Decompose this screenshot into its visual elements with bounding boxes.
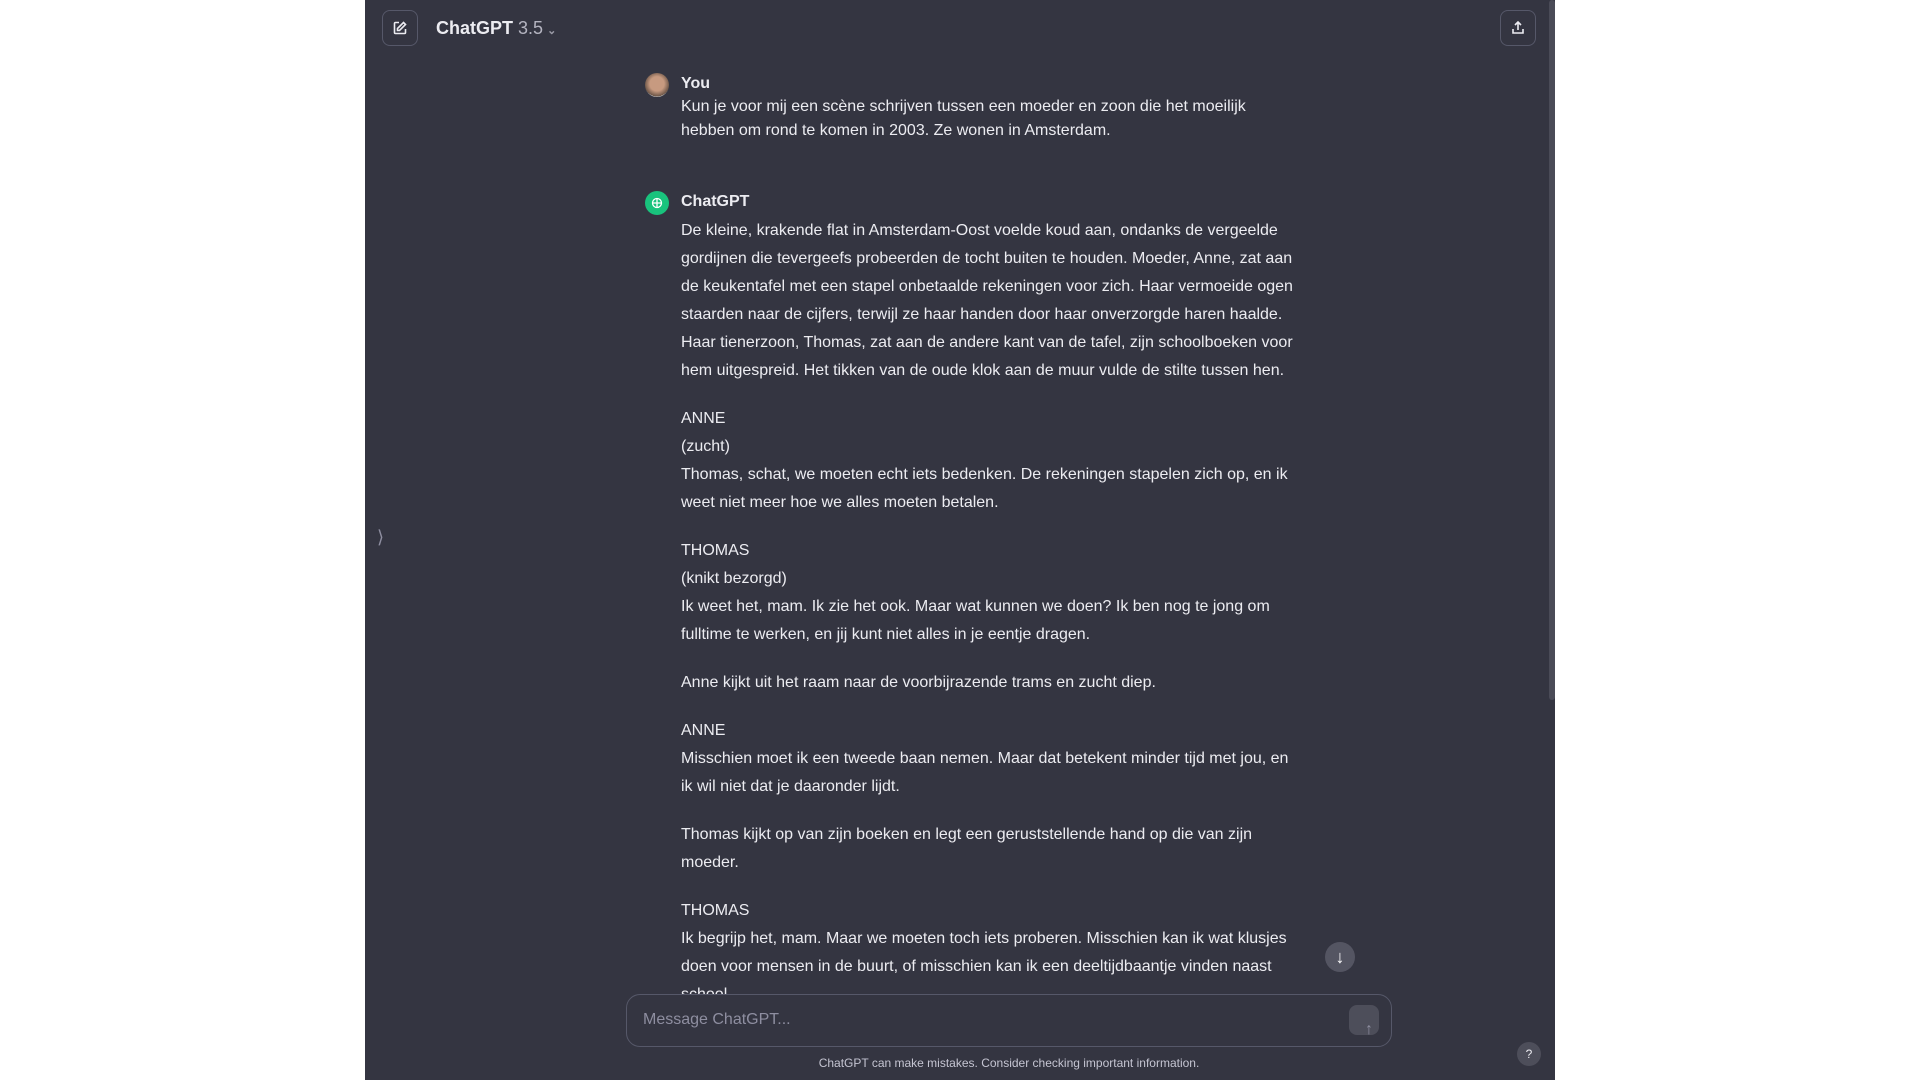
message-paragraph: ANNE (zucht) Thomas, schat, we moeten echt iets bedenken. De rekeningen stapelen zich op, en ik weet niet meer hoe we alles moeten betalen. [681,410,1288,511]
new-chat-button[interactable] [382,10,418,46]
conversation [645,72,1295,990]
message-paragraph: Thomas kijkt op van zijn boeken en legt een geruststellende hand op die van zijn moeder. [681,826,1253,871]
arrow-up-icon: ↑ [1365,1021,1373,1038]
scrollbar[interactable] [1549,0,1555,700]
message-paragraph: THOMAS (knikt bezorgd) Ik weet het, mam. Ik zie het ook. Maar wat kunnen we doen? Ik ben nog te jong om fulltime te werken, en jij kunt niet alles in je eentje dragen. [681,542,1270,643]
arrow-down-icon: ↓ [1335,946,1345,967]
avatar [645,73,669,97]
model-selector[interactable] [436,18,556,39]
assistant-message [645,191,1295,1009]
message-text: Kun je voor mij een scène schrijven tussen een moeder en zoon die het moeilijk hebben om rond te komen in 2003. Ze wonen in Amsterdam. [681,98,1246,139]
message-placeholder: Message ChatGPT... [643,1011,791,1028]
message-paragraph: De kleine, krakende flat in Amsterdam-Oost voelde koud aan, ondanks de vergeelde gordijnen die tevergeefs probeerden de tocht buiten te houden. Moeder, Anne, zat aan de keukentafel met een stapel onbetaalde rekeningen voor zich. Haar vermoeide ogen staarden naar de cijfers, terwijl ze haar handen door haar onverzorgde haren haalde. Haar tienerzoon, Thomas, zat aan de andere kant van de tafel, zijn schoolboeken voor hem uitgespreid. Het tikken van de oude klok aan de muur vulde de stilte tussen hen. [681,222,1293,379]
chat-panel [365,0,1555,1080]
edit-icon [392,20,408,36]
disclaimer: ChatGPT can make mistakes. Consider checking important information. [818,1056,1200,1070]
user-message [645,73,1295,143]
scroll-down-button[interactable] [1325,942,1355,972]
message-input[interactable] [626,994,1392,1047]
message-paragraph: THOMAS Ik begrijp het, mam. Maar we moeten toch iets proberen. Misschien kan ik wat klusjes doen voor mensen in de buurt, of misschien kan ik een deeltijdbaantje vinden naast [681,902,1287,975]
model-version: 3.5 [518,18,544,38]
author-name: You [681,75,711,92]
open-sidebar-icon[interactable]: ⟩ [377,527,385,547]
author-name: ChatGPT [681,193,750,210]
chevron-down-icon: ⌄ [547,25,557,37]
message-paragraph: ANNE Misschien moet ik een tweede baan nemen. Maar dat betekent minder tijd met jou, en ik wil niet dat je daaronder lijdt. [681,722,1289,795]
chatgpt-logo-icon [645,191,669,215]
message-paragraph: Anne kijkt uit het raam naar de voorbijrazende trams en zucht diep. [681,674,1156,691]
model-name: ChatGPT [436,18,514,38]
share-icon [1510,20,1526,36]
send-button[interactable] [1349,1005,1379,1038]
share-button[interactable] [1500,10,1536,46]
help-button[interactable]: ? [1517,1042,1541,1066]
